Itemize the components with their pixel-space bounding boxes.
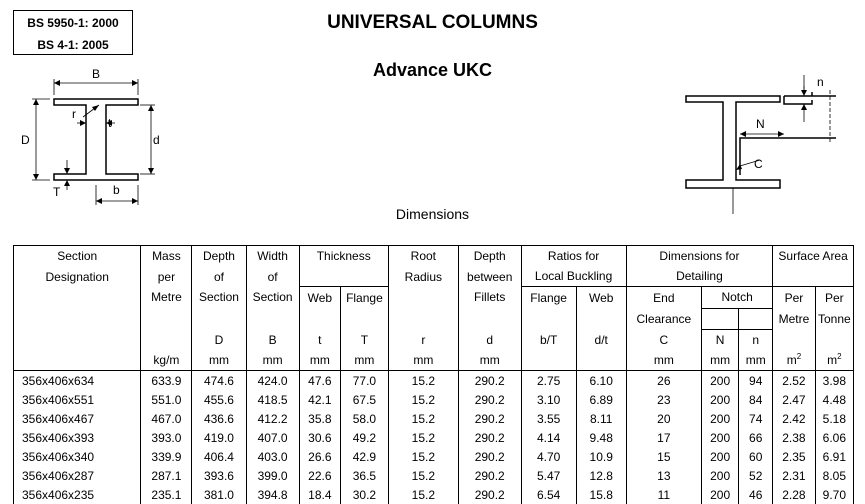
table-cell: 23	[626, 390, 701, 409]
header-cell: Web	[299, 287, 340, 308]
symbol-cell: n	[739, 329, 773, 350]
symbol-cell: r	[388, 329, 458, 350]
table-header	[14, 246, 854, 371]
table-cell: 74	[739, 409, 773, 428]
table-cell: 290.2	[458, 428, 521, 447]
table-cell: 393.0	[141, 428, 192, 447]
table-cell: 2.28	[773, 485, 815, 504]
table-cell: 2.47	[773, 390, 815, 409]
table-cell: 3.10	[521, 390, 576, 409]
header-cell: Width	[246, 246, 299, 267]
table-cell: 381.0	[192, 485, 246, 504]
header-cell: Clearance	[626, 308, 701, 329]
unit-cell: mm	[702, 350, 739, 371]
header-cell: Section	[14, 246, 141, 267]
label-d: d	[153, 133, 160, 147]
table-cell: 8.05	[815, 466, 853, 485]
table-cell: 8.11	[576, 409, 626, 428]
page-title: UNIVERSAL COLUMNS	[327, 12, 538, 33]
table-cell: 2.52	[773, 371, 815, 391]
symbol-cell: b/T	[521, 329, 576, 350]
table-cell: 412.2	[246, 409, 299, 428]
header-cell: Depth	[192, 246, 246, 267]
table-cell: 235.1	[141, 485, 192, 504]
standard-label: BS 5950-1: 2000	[27, 16, 119, 30]
table-cell: 15.2	[388, 428, 458, 447]
section-designation: 356x406x467	[14, 409, 141, 428]
table-cell: 36.5	[341, 466, 389, 485]
symbol-cell: d	[458, 329, 521, 350]
header-cell: Notch	[702, 287, 773, 308]
page-subtitle: Advance UKC	[372, 60, 493, 80]
table-cell: 94	[739, 371, 773, 391]
header-cell: Depth	[458, 246, 521, 267]
header-cell: Designation	[14, 266, 141, 287]
label-D: D	[21, 133, 30, 147]
table-cell: 200	[702, 466, 739, 485]
table-cell: 26	[626, 371, 701, 391]
table-cell: 6.89	[576, 390, 626, 409]
table-cell: 42.1	[299, 390, 340, 409]
unit-cell	[521, 350, 576, 371]
header-cell: Tonne	[815, 308, 853, 329]
table-cell: 10.9	[576, 447, 626, 466]
table-row	[14, 409, 854, 428]
table-cell: 47.6	[299, 371, 340, 391]
table-cell: 424.0	[246, 371, 299, 391]
symbol-cell: N	[702, 329, 739, 350]
header-cell: Ratios for	[521, 246, 626, 267]
table-cell: 84	[739, 390, 773, 409]
table-cell: 200	[702, 428, 739, 447]
table-cell: 9.48	[576, 428, 626, 447]
table-cell: 4.14	[521, 428, 576, 447]
table-cell: 17	[626, 428, 701, 447]
unit-cell: mm	[626, 350, 701, 371]
header-cell	[388, 287, 458, 308]
symbol-cell: C	[626, 329, 701, 350]
table-cell: 3.55	[521, 409, 576, 428]
table-cell: 200	[702, 371, 739, 391]
table-cell: 15.2	[388, 390, 458, 409]
table-cell: 290.2	[458, 390, 521, 409]
header-cell: Dimensions for	[626, 246, 773, 267]
section-designation: 356x406x340	[14, 447, 141, 466]
table-cell: 15.2	[388, 371, 458, 391]
header-cell: of	[192, 266, 246, 287]
table-row	[14, 485, 854, 504]
header-cell	[299, 266, 388, 287]
table-cell: 2.38	[773, 428, 815, 447]
table-cell: 6.91	[815, 447, 853, 466]
header-cell	[773, 329, 815, 350]
header-cell	[14, 329, 141, 350]
table-cell: 15.8	[576, 485, 626, 504]
table-cell: 18.4	[299, 485, 340, 504]
symbol-cell: B	[246, 329, 299, 350]
header-cell: between	[458, 266, 521, 287]
table-cell: 418.5	[246, 390, 299, 409]
notch-detail-diagram	[680, 70, 850, 220]
table-cell: 35.8	[299, 409, 340, 428]
label-N: N	[756, 117, 765, 131]
table-cell: 2.35	[773, 447, 815, 466]
table-cell: 11	[626, 485, 701, 504]
label-b: b	[113, 183, 120, 197]
header-cell	[388, 308, 458, 329]
table-cell: 200	[702, 485, 739, 504]
label-t: t	[108, 116, 112, 130]
table-cell: 3.98	[815, 371, 853, 391]
i-section-diagram	[15, 65, 170, 210]
header-cell: Per	[773, 287, 815, 308]
header-cell	[458, 308, 521, 329]
symbol-cell: d/t	[576, 329, 626, 350]
label-T: T	[53, 185, 61, 199]
header-cell	[773, 266, 854, 287]
table-cell: 67.5	[341, 390, 389, 409]
table-cell: 6.06	[815, 428, 853, 447]
unit-exponent: 2	[837, 352, 842, 362]
header-cell	[702, 308, 739, 329]
standard-label: BS 4-1: 2005	[37, 38, 109, 52]
table-cell: 200	[702, 390, 739, 409]
header-cell: Web	[576, 287, 626, 308]
table-cell: 15	[626, 447, 701, 466]
header-cell: Fillets	[458, 287, 521, 308]
table-cell: 633.9	[141, 371, 192, 391]
table-body	[14, 371, 854, 504]
unit-cell: mm	[458, 350, 521, 371]
table-cell: 290.2	[458, 371, 521, 391]
table-cell: 22.6	[299, 466, 340, 485]
unit-cell: mm	[739, 350, 773, 371]
table-cell: 2.42	[773, 409, 815, 428]
unit-cell: mm	[299, 350, 340, 371]
table-cell: 436.6	[192, 409, 246, 428]
header-cell	[14, 287, 141, 308]
table-cell: 394.8	[246, 485, 299, 504]
table-cell: 15.2	[388, 466, 458, 485]
header-cell: Section	[192, 287, 246, 308]
table-cell: 15.2	[388, 409, 458, 428]
header-cell: Local Buckling	[521, 266, 626, 287]
table-cell: 287.1	[141, 466, 192, 485]
header-cell: Thickness	[299, 246, 388, 267]
header-cell	[141, 308, 192, 329]
table-row	[14, 466, 854, 485]
header-cell: Surface Area	[773, 246, 854, 267]
table-row	[14, 371, 854, 391]
table-cell: 12.8	[576, 466, 626, 485]
table-cell: 4.70	[521, 447, 576, 466]
table-cell: 290.2	[458, 409, 521, 428]
header-cell: Per	[815, 287, 853, 308]
table-cell: 13	[626, 466, 701, 485]
table-cell: 66	[739, 428, 773, 447]
unit-cell: mm	[388, 350, 458, 371]
section-designation: 356x406x287	[14, 466, 141, 485]
table-row	[14, 428, 854, 447]
table-cell: 20	[626, 409, 701, 428]
table-cell: 4.48	[815, 390, 853, 409]
header-cell	[341, 308, 389, 329]
section-designation: 356x406x551	[14, 390, 141, 409]
header-cell: Metre	[773, 308, 815, 329]
header-cell	[815, 329, 853, 350]
unit-m: m	[786, 353, 797, 368]
table-cell: 2.31	[773, 466, 815, 485]
header-cell	[246, 308, 299, 329]
table-cell: 30.6	[299, 428, 340, 447]
table-cell: 42.9	[341, 447, 389, 466]
table-cell: 26.6	[299, 447, 340, 466]
table-cell: 9.70	[815, 485, 853, 504]
header-cell: Detailing	[626, 266, 773, 287]
header-cell	[14, 308, 141, 329]
table-cell: 6.10	[576, 371, 626, 391]
dimensions-table	[13, 245, 854, 504]
section-designation: 356x406x634	[14, 371, 141, 391]
header-cell: Section	[246, 287, 299, 308]
table-cell: 49.2	[341, 428, 389, 447]
unit-exponent: 2	[796, 352, 802, 362]
table-row	[14, 447, 854, 466]
unit-cell: mm	[341, 350, 389, 371]
table-cell: 406.4	[192, 447, 246, 466]
table-cell: 6.54	[521, 485, 576, 504]
table-cell: 290.2	[458, 447, 521, 466]
unit-cell	[815, 350, 853, 371]
header-cell	[576, 308, 626, 329]
table-cell: 455.6	[192, 390, 246, 409]
header-cell	[141, 329, 192, 350]
header-cell: Root	[388, 246, 458, 267]
table-cell: 52	[739, 466, 773, 485]
table-cell: 419.0	[192, 428, 246, 447]
section-designation: 356x406x235	[14, 485, 141, 504]
symbol-cell: t	[299, 329, 340, 350]
table-cell: 393.6	[192, 466, 246, 485]
table-cell: 60	[739, 447, 773, 466]
unit-cell: mm	[246, 350, 299, 371]
table-cell: 403.0	[246, 447, 299, 466]
header-cell	[299, 308, 340, 329]
header-cell: Mass	[141, 246, 192, 267]
unit-cell	[576, 350, 626, 371]
table-cell: 58.0	[341, 409, 389, 428]
header-cell: per	[141, 266, 192, 287]
header-cell: Metre	[141, 287, 192, 308]
table-cell: 77.0	[341, 371, 389, 391]
header-cell	[192, 308, 246, 329]
header-cell	[14, 350, 141, 371]
table-cell: 15.2	[388, 485, 458, 504]
table-cell: 5.18	[815, 409, 853, 428]
table-cell: 200	[702, 409, 739, 428]
unit-cell	[773, 350, 815, 371]
label-n: n	[817, 75, 824, 89]
header-cell	[521, 308, 576, 329]
unit-cell: kg/m	[141, 350, 192, 371]
header-cell: Flange	[521, 287, 576, 308]
table-cell: 407.0	[246, 428, 299, 447]
table-row	[14, 390, 854, 409]
label-B: B	[92, 67, 101, 81]
unit-m: m	[827, 353, 838, 368]
symbol-cell: D	[192, 329, 246, 350]
table-cell: 200	[702, 447, 739, 466]
table-cell: 5.47	[521, 466, 576, 485]
label-C: C	[754, 157, 763, 171]
header-cell: Flange	[341, 287, 389, 308]
table-cell: 474.6	[192, 371, 246, 391]
table-cell: 339.9	[141, 447, 192, 466]
table-cell: 399.0	[246, 466, 299, 485]
table-cell: 290.2	[458, 466, 521, 485]
label-r: r	[72, 107, 76, 121]
header-cell: of	[246, 266, 299, 287]
table-cell: 30.2	[341, 485, 389, 504]
header-cell: End	[626, 287, 701, 308]
unit-cell: mm	[192, 350, 246, 371]
section-designation: 356x406x393	[14, 428, 141, 447]
table-cell: 290.2	[458, 485, 521, 504]
symbol-cell: T	[341, 329, 389, 350]
table-cell: 551.0	[141, 390, 192, 409]
header-cell	[739, 308, 773, 329]
table-caption: Dimensions	[395, 206, 470, 222]
table-cell: 2.75	[521, 371, 576, 391]
table-cell: 467.0	[141, 409, 192, 428]
table-cell: 15.2	[388, 447, 458, 466]
table-cell: 46	[739, 485, 773, 504]
header-cell: Radius	[388, 266, 458, 287]
